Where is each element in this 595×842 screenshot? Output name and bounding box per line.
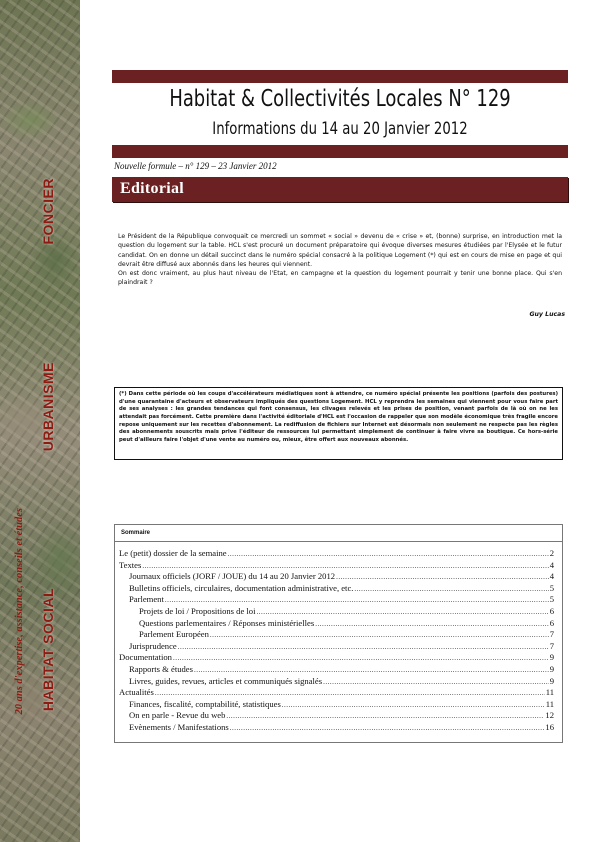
toc-entry[interactable]	[119, 618, 554, 630]
toc-entry-page: 4	[549, 571, 554, 582]
toc-dot-leader	[173, 652, 549, 662]
toc-entry-page: 7	[549, 640, 554, 651]
editorial-paragraph: On est donc vraiment, au plus haut niveau de l'Etat, en campagne et la question du logement pourrait y tenir une bonne place. Qui s'en plaindrait ?	[118, 270, 562, 287]
toc-entry-label: Rapports & études	[129, 663, 193, 674]
editorial-signature: Guy Lucas	[529, 311, 565, 318]
toc-divider	[115, 541, 562, 542]
toc-dot-leader	[142, 560, 548, 570]
toc-entry-page: 7	[549, 629, 554, 640]
toc-entry[interactable]	[119, 560, 554, 572]
toc-entry[interactable]	[119, 548, 554, 560]
toc-entry-label: Journaux officiels (JORF / JOUE) du 14 au 20 Janvier 2012	[129, 571, 336, 582]
toc-entry[interactable]	[119, 629, 554, 641]
toc-dot-leader	[178, 641, 549, 651]
toc-entry-label: On en parle - Revue du web	[129, 710, 226, 721]
masthead-top-bar	[112, 70, 568, 83]
toc-dot-leader	[282, 699, 545, 709]
toc-entry-label: Questions parlementaires / Réponses ministérielles	[139, 617, 315, 628]
toc-dot-leader	[228, 548, 549, 558]
editorial-heading: Editorial	[120, 180, 185, 197]
toc-dot-leader	[165, 594, 549, 604]
toc-entry-label: Livres, guides, revues, articles et communiqués signalés	[129, 675, 323, 686]
toc-entry-label: Actualités	[119, 687, 154, 698]
toc-entry-label: Le (petit) dossier de la semaine	[119, 548, 227, 558]
toc-dot-leader	[257, 606, 549, 616]
toc-dot-leader	[210, 629, 549, 639]
editorial-banner	[112, 177, 568, 202]
edition-line: Nouvelle formule – n° 129 – 23 Janvier 2012	[114, 161, 277, 171]
toc-entry-label: Documentation	[119, 652, 172, 663]
toc-entry-page: 2	[549, 548, 554, 558]
newsletter-title: Habitat & Collectivités Locales N° 129	[169, 86, 511, 112]
strip-label-habitat-social: HABITAT SOCIAL	[40, 588, 56, 712]
toc-entry[interactable]	[119, 722, 554, 734]
toc-dot-leader	[230, 722, 545, 732]
toc-entry[interactable]	[119, 571, 554, 583]
footnote-box: (*) Dans cette période où les coups d'accélérateurs médiatiques sont à attendre, ce numéro spécial présente les positions (parfois des postures) d'une quarantaine d'acteurs et observateurs impliqués des questions Logement. HCL y reprendra les semaines qui viennent pour vous faire part de ses analyses : les grandes tendances qui font consensus, les clivages relevés et les prises de position, venant parfois de là où on ne les attendait pas forcément. Cette première dans l'activité éditoriale d'HCL est l'occasion de rappeler que son modèle économique très fragile encore repose uniquement sur les recettes d'abonnement. La rediffusion de fichiers sur Internet est désormais non seulement ne respecte pas les règles des abonnements souscrits mais prive l'éditeur de ressources lui permettant simplement de continuer à faire vivre sa boutique. Ce hors-série peut d'ailleurs faire l'objet d'une vente au numéro ou, mieux, être offert aux nouveaux abonnés.	[114, 387, 563, 460]
toc-entry[interactable]	[119, 687, 554, 699]
toc-entry[interactable]	[119, 664, 554, 676]
toc-entry-page: 5	[549, 582, 554, 593]
toc-entry-label: Parlement	[129, 594, 164, 605]
toc-entry-page: 11	[545, 698, 554, 709]
toc-entry-page: 9	[549, 663, 554, 674]
toc-entry[interactable]	[119, 652, 554, 664]
editorial-body	[118, 232, 562, 288]
toc-dot-leader	[354, 583, 548, 593]
toc-entry-page: 5	[549, 594, 554, 605]
toc-entry-page: 9	[549, 675, 554, 686]
toc-entry[interactable]	[119, 606, 554, 618]
toc-entry-label: Textes	[119, 559, 142, 570]
toc-dot-leader	[323, 676, 549, 686]
aerial-photo-strip	[0, 0, 80, 842]
toc-dot-leader	[315, 618, 549, 628]
toc-entry-page: 12	[545, 710, 554, 721]
toc-heading: Sommaire	[121, 530, 151, 536]
toc-dot-leader	[194, 664, 549, 674]
toc-entry[interactable]	[119, 699, 554, 711]
toc-entry-page: 4	[549, 559, 554, 570]
toc-list	[119, 548, 554, 734]
toc-entry[interactable]	[119, 676, 554, 688]
toc-entry-page: 16	[545, 721, 554, 732]
toc-entry[interactable]	[119, 641, 554, 653]
toc-entry-page: 6	[549, 617, 554, 628]
toc-entry-label: Finances, fiscalité, comptabilité, statistiques	[129, 698, 281, 709]
toc-entry-label: Jurisprudence	[129, 640, 177, 651]
toc-entry[interactable]	[119, 594, 554, 606]
toc-dot-leader	[226, 710, 544, 720]
table-of-contents	[114, 524, 563, 743]
toc-dot-leader	[155, 687, 545, 697]
strip-label-foncier: FONCIER	[40, 178, 56, 245]
toc-entry-page: 11	[545, 687, 554, 698]
toc-entry-page: 9	[549, 652, 554, 663]
strip-label-urbanisme: URBANISME	[40, 362, 56, 452]
strip-tagline: 20 ans d'expertise, assistance, conseils et études	[14, 508, 25, 715]
toc-entry-label: Projets de loi / Propositions de loi	[139, 605, 256, 616]
toc-dot-leader	[336, 571, 549, 581]
toc-entry-label: Bulletins officiels, circulaires, documentation administrative, etc.	[129, 582, 354, 593]
newsletter-subtitle: Informations du 14 au 20 Janvier 2012	[212, 119, 468, 139]
toc-entry[interactable]	[119, 583, 554, 595]
toc-entry-page: 6	[549, 605, 554, 616]
masthead-bottom-bar	[112, 145, 568, 158]
toc-entry-label: Evènements / Manifestations	[129, 721, 229, 732]
editorial-paragraph: Le Président de la République convoquait ce mercredi un sommet « social » devenu de « crise » et, (bonne) surprise, en introduction met la question du logement sur la table. HCL s'est procuré un document préparatoire qui évoque diverses mesures étudiées par l'Elysée et le futur candidat. On en donne un détail succinct dans le numéro spécial consacré à la politique Logement (*) qui est en cours de mise en page et qui devrait être diffusé aux abonnés dans les heures qui viennent.	[118, 233, 562, 268]
toc-entry[interactable]	[119, 710, 554, 722]
toc-entry-label: Parlement Européen	[139, 629, 209, 640]
